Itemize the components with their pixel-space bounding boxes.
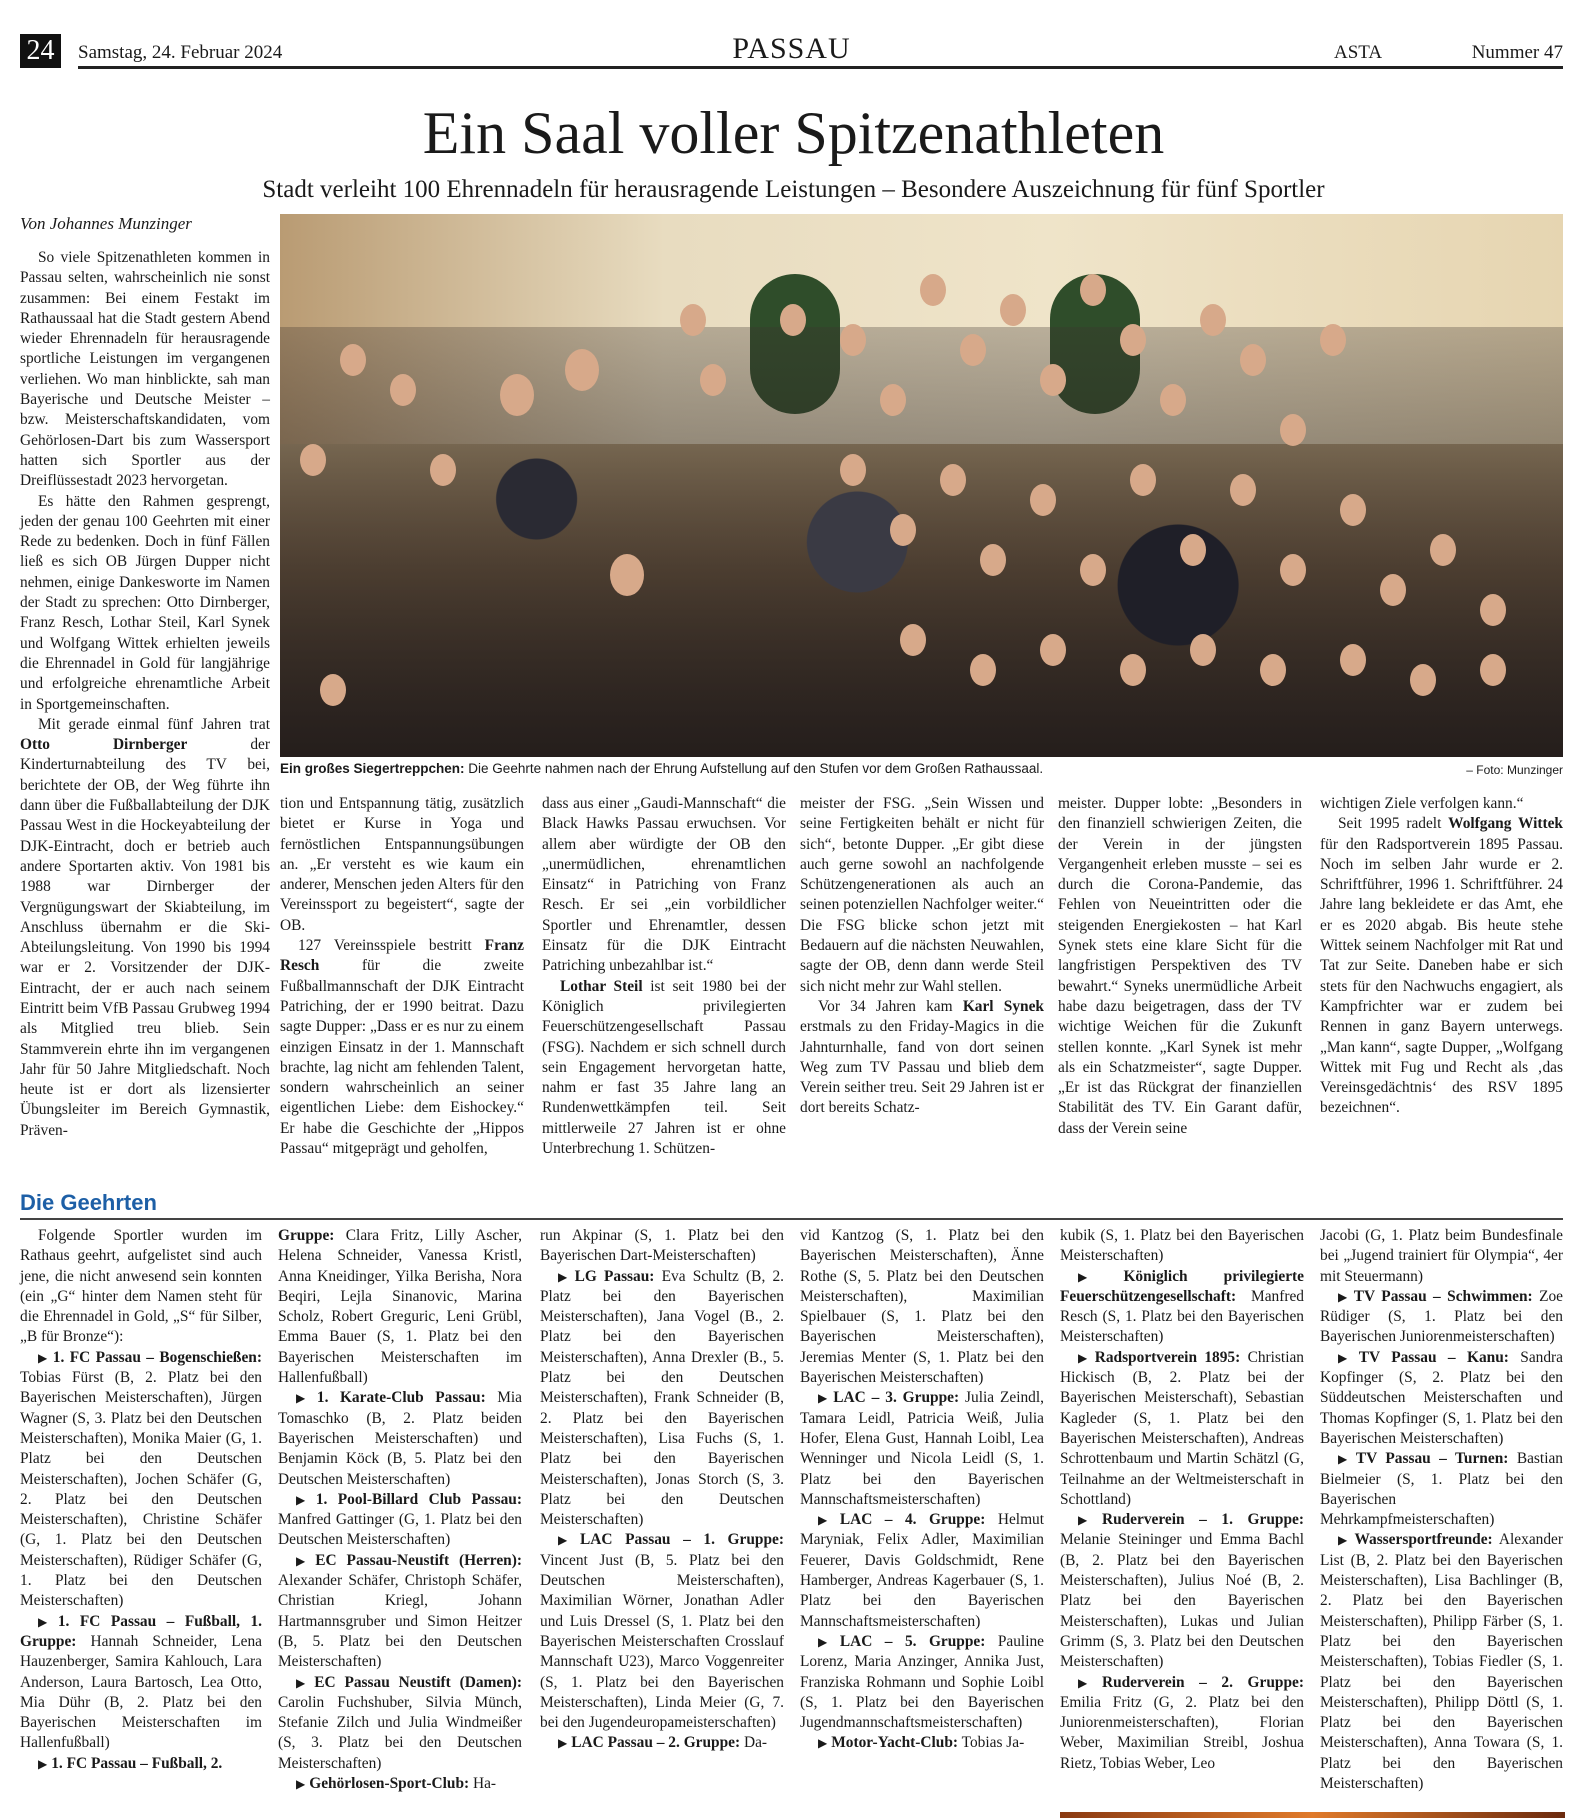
honoree-names: kubik (S, 1. Platz bei den Bayerischen Meisterschaften) — [1060, 1227, 1304, 1265]
club-name: 1. FC Passau – Fußball, 2. — [51, 1754, 223, 1772]
honoree-entry — [20, 1754, 262, 1774]
club-name: 1. FC Passau – Fußball, 1. Gruppe: — [20, 1612, 262, 1650]
honoree-entry — [800, 1510, 1044, 1632]
honoree-entry — [800, 1388, 1044, 1510]
honoree-entry — [540, 1733, 784, 1753]
name-otto-dirnberger: Otto Dirnberger — [20, 736, 188, 754]
paragraph: Mit gerade einmal fünf Jahren trat Otto Dirnberger der Kinderturnabteilung des TV bei, berichtete der OB, der Weg führte ihn dann über die Fußballabteilung der DJK Passau West in die Hockeyabteilung der DJK-Eintracht, doch er betrieb auch andere Sportarten aktiv. Von 1981 bis 1988 war Dirnberger der Vergnügungswart der Skiabteilung, im Anschluss übernahm er die Ski-Abteilungsleitung. Von 1990 bis 1994 war er 2. Vorsitzender der DJK-Eintracht, der er auch nach seinem Eintritt beim VfB Passau Grubweg 1994 als Mitglied treu blieb. Sein Stammverein ehrte ihn im vergangenen Jahr für 50 Jahre Mitgliedschaft. Noch heute ist er dort als lizensierter Übungsleiter im Bereich Gymnastik, Präven- — [20, 715, 270, 1139]
honorees-column-3 — [540, 1226, 784, 1754]
paragraph: meister der FSG. „Sein Wissen und seine Fertigkeiten behält er nicht für sich“, betonte Dupper. „Er gibt diese auch gerne sowohl an nachfolgende Schützengenerationen als auch an seinen potenziellen Nachfolger weiter.“ Die FSG blicke schon jetzt mit Bedauern auf die nächsten Neuwahlen, sagte der OB, denn dann werde Steil sich nicht mehr zur Wahl stellen. — [800, 795, 1044, 995]
club-name: TV Passau – Turnen: — [1355, 1450, 1509, 1468]
honoree-names: Carolin Fuchshuber, Silvia Münch, Stefanie Zilch und Julia Windmeißer (S, 3. Platz bei den Deutschen Meisterschaften) — [278, 1693, 522, 1772]
honoree-entry — [278, 1226, 522, 1388]
paragraph: Lothar Steil ist seit 1980 bei der Königlich privilegierten Feuerschützengesellschaft Passau (FSG). Nachdem er sich schnell durch sein Engagement hervorgetan hatte, nahm er fast 35 Jahre lang an Rundenwettkämpfen teil. Seit mittlerweile 27 Jahren ist er ohne Unterbrechung 1. Schützen- — [542, 977, 786, 1158]
honoree-names: Emilia Fritz (G, 2. Platz bei den Juniorenmeisterschaften), Florian Weber, Maximilian Streibl, Joshua Rietz, Tobias Weber, Leo — [1060, 1693, 1304, 1772]
triangle-bullet-icon: ▶ — [1338, 1452, 1352, 1467]
issue-number: Nummer 47 — [1471, 42, 1563, 63]
triangle-bullet-icon: ▶ — [38, 1614, 54, 1629]
club-name: Motor-Yacht-Club: — [831, 1734, 959, 1752]
edition-label: ASTA — [1334, 42, 1383, 63]
article-column-1 — [20, 248, 270, 1141]
club-name: Gruppe: — [278, 1227, 335, 1244]
honoree-entry — [800, 1226, 1044, 1388]
club-name: EC Passau Neustift (Damen): — [314, 1673, 523, 1691]
triangle-bullet-icon: ▶ — [1338, 1350, 1355, 1365]
honoree-names: Pauline Lorenz, Maria Anzinger, Annika Just, Franziska Rohmann und Sophie Loibl (S, 1. Platz bei den Bayerischen Jugendmannschaftsmeisterschaften) — [800, 1632, 1045, 1732]
page-number: 24 — [20, 34, 61, 68]
honoree-entry — [800, 1632, 1044, 1733]
honoree-names: Ha- — [469, 1775, 497, 1793]
club-name: Radsportverein 1895: — [1094, 1348, 1241, 1366]
honorees-column-2 — [278, 1226, 522, 1794]
honoree-names: Manfred Gattinger (G, 1. Platz bei den Deutschen Meisterschaften) — [278, 1511, 522, 1549]
triangle-bullet-icon: ▶ — [818, 1391, 830, 1406]
photo-faces — [280, 214, 1563, 757]
triangle-bullet-icon: ▶ — [558, 1533, 577, 1548]
honoree-entry — [540, 1530, 784, 1733]
group-photo — [280, 214, 1563, 757]
honoree-entry — [278, 1673, 522, 1774]
honorees-heading: Die Geehrten — [20, 1190, 157, 1215]
triangle-bullet-icon: ▶ — [818, 1736, 828, 1751]
honoree-names: Christian Hickisch (B, 2. Platz bei der Bayerischen Meisterschaft), Sebastian Kagleder (S, 1. Platz bei den Bayerischen Meisterschaften), Andreas Schrottenbaum und Martin Schätzl (G, Teilnahme an der Weltmeisterschaft in Schottland) — [1060, 1348, 1304, 1508]
next-article-image-edge — [1060, 1812, 1565, 1818]
name-lothar-steil: Lothar Steil — [560, 977, 643, 995]
honoree-entry — [1320, 1226, 1563, 1287]
headline: Ein Saal voller Spitzenathleten — [422, 100, 1165, 166]
honoree-names: Tobias Fürst (B, 2. Platz bei den Bayerischen Meisterschaften), Jürgen Wagner (S, 3. Platz bei den Deutschen Meisterschaften), Monika Maier (G, 1. Platz bei den Deutschen Meisterschaften), Jochen Schäfer (G, 2. Platz bei den Deutschen Meisterschaften), Christine Schäfer (G, 1. Platz bei den Deutschen Meisterschaften), Rüdiger Schäfer (G, 1. Platz bei den Deutschen Meisterschaften) — [20, 1369, 262, 1610]
name-wolfgang-wittek: Wolfgang Wittek — [1448, 815, 1563, 833]
club-name: EC Passau-Neustift (Herren): — [315, 1551, 522, 1569]
photo-caption — [280, 761, 1563, 776]
honorees-rule — [20, 1218, 1563, 1220]
honoree-entry — [278, 1490, 522, 1551]
honoree-entry — [1060, 1348, 1304, 1510]
triangle-bullet-icon: ▶ — [1338, 1533, 1351, 1548]
club-name: LAC Passau – 2. Gruppe: — [571, 1734, 741, 1752]
honoree-names: Tobias Ja- — [958, 1734, 1025, 1752]
honorees-column-6 — [1320, 1226, 1563, 1794]
club-name: Ruderverein – 1. Gruppe: — [1101, 1511, 1304, 1529]
caption-text: Die Geehrte nahmen nach der Ehrung Aufstellung auf den Stufen vor dem Großen Rathaussaal. — [464, 761, 1044, 776]
honoree-names: Zoe Rüdiger (S, 1. Platz bei den Bayerischen Juniorenmeisterschaften) — [1320, 1287, 1563, 1346]
paragraph: Es hätte den Rahmen gesprengt, jeden der genau 100 Geehrten mit einer Rede zu bedenken. Doch in fünf Fällen ließ es sich OB Jürgen Dupper nicht nehmen, einige Dankesworte im Namen der Stadt zu sprechen: Otto Dirnberger, Franz Resch, Lothar Steil, Karl Synek und Wolfgang Wittek erhielten jeweils die Ehrennadel in Gold für langjährige und erfolgreiche ehrenamtliche Arbeit in Sportgemeinschaften. — [20, 492, 270, 713]
paragraph: Vor 34 Jahren kam Karl Synek erstmals zu den Friday-Magics in die Jahnturnhalle, fand von dort seinen Weg zum TV Passau und blieb dem Verein seither treu. Seit 29 Jahren ist er dort bereits Schatz- — [800, 997, 1044, 1117]
triangle-bullet-icon: ▶ — [38, 1350, 49, 1365]
article-column-4 — [800, 794, 1044, 1119]
article-column-5 — [1058, 794, 1302, 1139]
club-name: LAC – 5. Gruppe: — [839, 1632, 986, 1650]
article-column-6 — [1320, 794, 1563, 1119]
honoree-names: Alexander Schäfer, Christoph Schäfer, Christian Kriegl, Johann Hartmannsgruber und Simon Heitzer (B, 5. Platz bei den Deutschen Meisterschaften) — [278, 1572, 522, 1671]
club-name: Königlich privilegierte Feuerschützengesellschaft: — [1060, 1267, 1304, 1305]
honoree-entry — [1060, 1510, 1304, 1672]
club-name: LAC – 4. Gruppe: — [839, 1511, 986, 1529]
honorees-column-4 — [800, 1226, 1044, 1754]
club-name: TV Passau – Kanu: — [1358, 1348, 1509, 1366]
triangle-bullet-icon: ▶ — [38, 1756, 48, 1771]
paragraph: So viele Spitzenathleten kommen in Passau selten, wahrscheinlich nie sonst zusammen: Bei einem Festakt im Rathaussaal hat die Stadt gestern Abend wieder Ehrennadeln für herausragende sportliche Leistungen im vergangenen verliehen. Wo man hinblickte, sah man Bayerische und Deutsche Meister – bzw. Meisterschaftskandidaten, vom Gehörlosen-Dart bis zum Wassersport hatten sich Sportler aus der Dreiflüssestadt 2023 hervorgetan. — [20, 249, 270, 490]
honoree-entry — [1060, 1226, 1304, 1267]
triangle-bullet-icon: ▶ — [1078, 1350, 1091, 1365]
honoree-names: Jacobi (G, 1. Platz beim Bundesfinale bei „Jugend trainiert für Olympia“, 4er mit Steuermann) — [1320, 1227, 1563, 1285]
honoree-names: Melanie Steininger und Emma Bachl (B, 2. Platz bei den Bayerischen Meisterschaften), Julius Noé (B, 2. Platz bei den Bayerischen Meisterschaften), Lukas und Julian Grimm (S, 3. Platz bei den Deutschen Meisterschaften) — [1060, 1531, 1304, 1671]
triangle-bullet-icon: ▶ — [1078, 1675, 1098, 1690]
honoree-names: Sandra Kopfinger (S, 2. Platz bei den Süddeutschen Meisterschaften und Thomas Kopfinger (S, 1. Platz bei den Bayerischen Meisterschaften) — [1320, 1348, 1563, 1447]
triangle-bullet-icon: ▶ — [296, 1553, 312, 1568]
honoree-names: Eva Schultz (B, 2. Platz bei den Bayerischen Meisterschaften), Jana Vogel (B., 2. Platz bei den Bayerischen Meisterschaften), Anna Drexler (B., 5. Platz bei den Deutschen Meisterschaften), Frank Schneider (B, 2. Platz bei den Bayerischen Meisterschaften), Lisa Fuchs (S, 1. Platz bei den Bayerischen Meisterschaften), Jonas Storch (S, 3. Platz bei den Deutschen Meisterschaften) — [540, 1267, 785, 1529]
honorees-column-5 — [1060, 1226, 1304, 1774]
subheadline: Stadt verleiht 100 Ehrennadeln für herausragende Leistungen – Besondere Auszeichnung für fünf Sportler — [262, 176, 1325, 203]
triangle-bullet-icon: ▶ — [296, 1492, 312, 1507]
paragraph: Seit 1995 radelt Wolfgang Wittek für den Radsportverein 1895 Passau. Noch im selben Jahr wurde er 2. Schriftführer, 1996 1. Schriftführer. 24 Jahre lang bekleidete er das Amt, ehe er es 2020 abgab. Bis heute stehe Wittek seinem Nachfolger mit Rat und Tat zur Seite. Daneben habe er sich stets für den Nachwuchs engagiert, als Kampfrichter war er zudem bei Rennen in ganz Bayern unterwegs. „Man kann“, sagte Dupper, „Wolfgang Wittek mit Fug und Recht als ‚das Vereinsgedächtnis‘ des RSV 1895 bezeichnen“. — [1320, 815, 1563, 1117]
triangle-bullet-icon: ▶ — [296, 1675, 311, 1690]
club-name: LAC Passau – 1. Gruppe: — [580, 1531, 784, 1549]
paragraph: tion und Entspannung tätig, zusätzlich bietet er Kurse in Yoga und fernöstlichen Entspannungsübungen an. „Er versteht es wie kaum ein anderer, Menschen jeden Alters für den Vereinssport zu begeistert“, sagte der OB. — [280, 795, 524, 934]
triangle-bullet-icon: ▶ — [1078, 1513, 1098, 1528]
club-name: 1. FC Passau – Bogenschießen: — [52, 1348, 262, 1366]
honoree-entry — [278, 1551, 522, 1673]
honoree-entry — [278, 1388, 522, 1489]
honoree-entry — [20, 1348, 262, 1612]
name-franz-resch: Franz Resch — [280, 937, 524, 975]
article-column-2 — [280, 794, 524, 1159]
honoree-entry — [540, 1226, 784, 1267]
honorees-intro: Folgende Sportler wurden im Rathaus geehrt, aufgelistet sind auch jene, die nicht anwesend sein konnten (ein „G“ hinter dem Namen steht für die Ehrennadel in Gold, „S“ für Silber, „B für Bronze“): — [20, 1227, 262, 1346]
paragraph: meister. Dupper lobte: „Besonders in den finanziell schwierigen Zeiten, die der Verein in der jüngsten Vergangenheit erleben musste – sei es durch die Corona-Pandemie, das Fehlen von Neueintritten oder die steigenden Energiekosten – hat Karl Synek stets eine klare Sicht für die langfristigen Perspektiven des TV bewahrt.“ Syneks unermüdliche Arbeit habe dazu beigetragen, dass der TV wichtige Weichen für die Zukunft stellen konnte. „Karl Synek ist mehr als ein Schatzmeister“, sagte Dupper. „Er ist das Rückgrat der finanziellen Stabilität des TV. Ein Garant dafür, dass der Verein seine — [1058, 795, 1302, 1137]
club-name: Gehörlosen-Sport-Club: — [309, 1775, 470, 1793]
honoree-entry — [278, 1774, 522, 1794]
honoree-names: run Akpinar (S, 1. Platz bei den Bayerischen Dart-Meisterschaften) — [540, 1227, 784, 1265]
triangle-bullet-icon: ▶ — [296, 1777, 306, 1792]
publication-date: Samstag, 24. Februar 2024 — [78, 42, 283, 63]
masthead-rule — [78, 66, 1563, 69]
honoree-entry — [800, 1733, 1044, 1753]
honoree-names: Julia Zeindl, Tamara Leidl, Patricia Weiß, Julia Hofer, Elena Gust, Hannah Loibl, Lea Wenninger und Nicola Leidl (S, 1. Platz bei den Bayerischen Mannschaftsmeisterschaften) — [800, 1389, 1044, 1508]
paragraph: 127 Vereinsspiele bestritt Franz Resch für die zweite Fußballmannschaft der DJK Eintracht Patriching, der er 1990 beitrat. Dazu sagte Dupper: „Dass er es nur zu einem einzigen Einsatz in der 1. Mannschaft brachte, lag nicht am fehlenden Talent, sondern wahrscheinlich an seiner eigentlichen Liebe: dem Eishockey.“ Er habe die Geschichte der „Hippos Passau“ mitgeprägt und geholfen, — [280, 937, 524, 1158]
honoree-names: vid Kantzog (S, 1. Platz bei den Bayerischen Meisterschaften), Änne Rothe (S, 5. Platz bei den Deutschen Meisterschaften), Maximilian Spielbauer (S, 1. Platz bei den Bayerischen Meisterschaften), Jeremias Menter (S, 1. Platz bei den Bayerischen Meisterschaften) — [800, 1227, 1044, 1387]
club-name: Wassersportfreunde: — [1354, 1531, 1493, 1549]
honoree-names: Helmut Maryniak, Felix Adler, Maximilian Feuerer, Davis Goldschmidt, Rene Hamberger, Andreas Kagerbauer (S, 1. Platz bei den Bayerischen Mannschaftsmeisterschaften) — [800, 1511, 1045, 1630]
club-name: Ruderverein – 2. Gruppe: — [1101, 1673, 1304, 1691]
triangle-bullet-icon: ▶ — [818, 1634, 836, 1649]
paragraph: wichtigen Ziele verfolgen kann.“ — [1320, 795, 1524, 812]
club-name: TV Passau – Schwimmen: — [1353, 1287, 1533, 1305]
honoree-names: Vincent Just (B, 5. Platz bei den Deutschen Meisterschaften), Maximilian Wörner, Jonathan Adler und Luis Dressel (S, 1. Platz bei den Bayerischen Meisterschaften Crosslauf Mannschaft U23), Marco Voggenreiter (S, 1. Platz bei den Bayerischen Meisterschaften), Linda Meier (G, 7. bei den Jugendeuropameisterschaften) — [540, 1551, 784, 1732]
triangle-bullet-icon: ▶ — [558, 1269, 571, 1284]
triangle-bullet-icon: ▶ — [818, 1513, 836, 1528]
honoree-entry — [540, 1267, 784, 1531]
honoree-entry — [1320, 1348, 1563, 1449]
honoree-names: Alexander List (B, 2. Platz bei den Bayerischen Meisterschaften), Lisa Bachlinger (B, 2. Platz bei den Bayerischen Meisterschaften), Philipp Färber (S, 1. Platz bei den Bayerischen Meisterschaften), Tobias Fiedler (S, 1. Platz bei den Bayerischen Meisterschaften), Philipp Döttl (S, 1. Platz bei den Bayerischen Meisterschaften), Anna Towara (S, 1. Platz bei den Bayerischen Meisterschaften) — [1320, 1531, 1563, 1793]
caption-lead: Ein großes Siegertreppchen: — [280, 761, 465, 776]
triangle-bullet-icon: ▶ — [558, 1736, 568, 1751]
honoree-names: Da- — [740, 1734, 768, 1752]
honoree-entry — [1320, 1449, 1563, 1530]
byline: Von Johannes Munzinger — [20, 214, 192, 233]
section-title: PASSAU — [732, 32, 851, 65]
club-name: LAC – 3. Gruppe: — [833, 1389, 960, 1407]
club-name: 1. Pool-Billard Club Passau: — [315, 1490, 522, 1508]
triangle-bullet-icon: ▶ — [1078, 1269, 1120, 1284]
honoree-names: Bastian Bielmeier (S, 1. Platz bei den Bayerischen Mehrkampfmeisterschaften) — [1320, 1450, 1563, 1529]
triangle-bullet-icon: ▶ — [1338, 1289, 1350, 1304]
honoree-names: Mia Tomaschko (B, 2. Platz beiden Bayerischen Meisterschaften) und Benjamin Köck (B, 5. Platz bei den Deutschen Meisterschaften) — [278, 1389, 523, 1488]
honoree-names: Hannah Schneider, Lena Hauzenberger, Samira Kahlouch, Lara Anderson, Laura Bartosch, Lea Otto, Mia Dühr (B, 2. Platz bei den Bayerischen Meisterschaften im Hallenfußball) — [20, 1632, 262, 1752]
honoree-entry — [20, 1612, 262, 1754]
honorees-column-1 — [20, 1226, 262, 1774]
club-name: LG Passau: — [574, 1267, 655, 1285]
article-column-3 — [542, 794, 786, 1159]
honoree-entry — [1320, 1530, 1563, 1794]
paragraph: dass aus einer „Gaudi-Mannschaft“ die Black Hawks Passau erwuchsen. Vor allem aber würdigte der OB den „unermüdlichen, ehrenamtlichen Einsatz“ in Patriching von Franz Resch. Er sei „ein vorbildlicher Sportler und Ehrenamtler, dessen Einsatz für die DJK Eintracht Patriching unbezahlbar ist.“ — [542, 795, 786, 975]
photo-credit: – Foto: Munzinger — [1466, 763, 1563, 777]
honoree-entry — [1320, 1287, 1563, 1348]
honoree-names: Clara Fritz, Lilly Ascher, Helena Schneider, Vanessa Kristl, Anna Kneidinger, Yilka Berisha, Nora Beqiri, Lejla Sinanovic, Marina Scholz, Robert Greguric, Leni Grübl, Emma Bauer (S, 1. Platz bei den Bayerischen Meisterschaften im Hallenfußball) — [278, 1227, 522, 1387]
honoree-entry — [1060, 1673, 1304, 1774]
honoree-names: Manfred Resch (S, 1. Platz bei den Bayerischen Meisterschaften) — [1060, 1287, 1304, 1346]
club-name: 1. Karate-Club Passau: — [316, 1389, 486, 1407]
honoree-entry — [1060, 1267, 1304, 1348]
triangle-bullet-icon: ▶ — [296, 1391, 313, 1406]
masthead — [20, 32, 1563, 70]
name-karl-synek: Karl Synek — [962, 997, 1044, 1015]
